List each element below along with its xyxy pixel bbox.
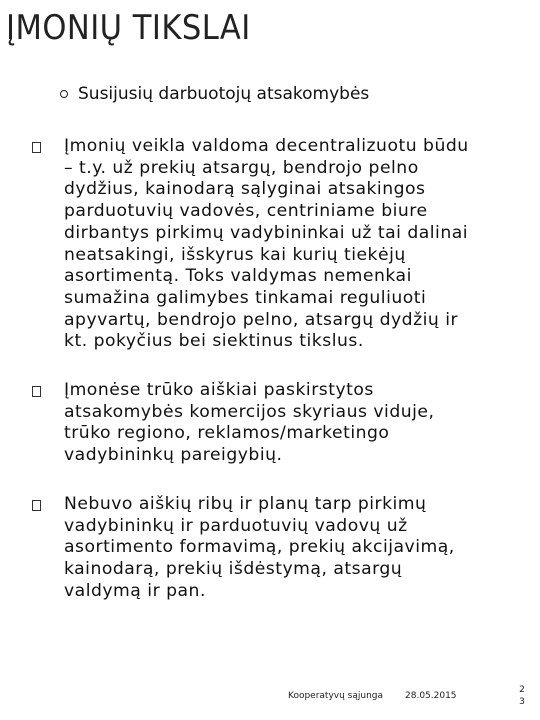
bullet-line: dirbantys pirkimų vadybininkai už tai dalinai bbox=[64, 222, 469, 243]
bullet-item-2 bbox=[28, 380, 508, 467]
page-number bbox=[517, 684, 527, 708]
bullet-line: – t.y. už prekių atsargų, bendrojo pelno bbox=[64, 157, 419, 178]
ring-icon bbox=[60, 90, 68, 98]
bullet-line: valdymą ir pan. bbox=[64, 580, 206, 601]
bullet-line: neatsakingi, išskyrus kai kurių tiekėjų bbox=[64, 244, 406, 265]
bullet-line: Nebuvo aiškių ribų ir planų tarp pirkimų bbox=[64, 494, 427, 514]
bullet-line: parduotuvių vadovės, centriniame biure bbox=[64, 201, 428, 222]
bullet-line: asortimentą. Toks valdymas nemenkai bbox=[64, 266, 412, 287]
bullet-text-1 bbox=[64, 136, 508, 353]
bullet-text-3 bbox=[64, 494, 508, 603]
box-icon bbox=[32, 386, 41, 397]
page-number-digit: 3 bbox=[519, 697, 525, 707]
bullet-line: sumažina galimybes tinkamai reguliuoti bbox=[64, 287, 427, 308]
bullet-line: trūko regiono, reklamos/marketingo bbox=[64, 423, 390, 444]
bullet-line: asortimento formavimą, prekių akcijavimą, bbox=[64, 537, 455, 558]
box-icon bbox=[32, 142, 41, 153]
bullet-line: atsakomybės komercijos skyriaus viduje, bbox=[64, 401, 435, 422]
bullet-item-3 bbox=[28, 494, 508, 603]
bullet-line: Įmonių veikla valdoma decentralizuotu būdu bbox=[64, 136, 469, 156]
footer-date: 28.05.2015 bbox=[405, 691, 457, 701]
slide-title: ĮMONIŲ TIKSLAI bbox=[6, 8, 251, 48]
bullet-line: apyvartų, bendrojo pelno, atsargų dydžių ir bbox=[64, 309, 459, 330]
box-icon bbox=[32, 500, 41, 511]
footer-organization: Kooperatyvų sąjunga bbox=[288, 691, 384, 701]
subheading-text: Susijusių darbuotojų atsakomybės bbox=[78, 84, 370, 104]
bullet-text-2 bbox=[64, 380, 508, 467]
page-number-digit: 2 bbox=[519, 685, 525, 695]
bullet-line: Įmonėse trūko aiškiai paskirstytos bbox=[64, 380, 374, 400]
subheading bbox=[60, 84, 369, 104]
bullet-line: vadybininkų pareigybių. bbox=[64, 445, 283, 466]
bullet-line: dydžius, kainodarą sąlyginai atsakingos bbox=[64, 179, 426, 200]
bullet-line: kainodarą, prekių išdėstymą, atsargų bbox=[64, 559, 403, 580]
bullet-line: kt. pokyčius bei siektinus tikslus. bbox=[64, 331, 364, 352]
bullet-item-1 bbox=[28, 136, 508, 353]
bullet-line: vadybininkų ir parduotuvių vadovų už bbox=[64, 515, 408, 536]
